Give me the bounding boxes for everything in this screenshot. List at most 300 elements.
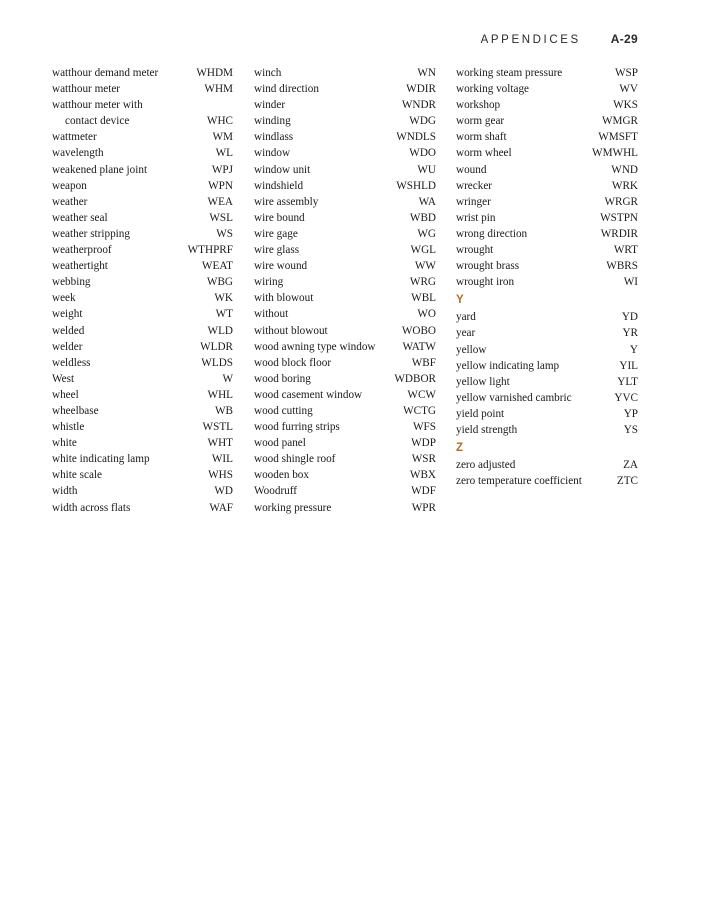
glossary-entry	[254, 323, 436, 339]
entry-term-text: width	[52, 485, 78, 498]
glossary-entry	[52, 467, 233, 483]
entry-abbreviation: WPR	[411, 501, 436, 514]
entry-abbreviation: WND	[611, 163, 638, 176]
entry-term	[52, 65, 158, 81]
entry-term	[456, 422, 517, 438]
entry-term	[52, 242, 112, 258]
entry-term	[254, 483, 297, 499]
glossary-entry	[52, 210, 233, 226]
entry-term-text: wood boring	[254, 372, 311, 385]
glossary-entry	[456, 274, 638, 290]
entry-term-text: winder	[254, 99, 286, 112]
entry-term-text: welded	[52, 324, 85, 337]
glossary-entry	[456, 226, 638, 242]
entry-term	[52, 500, 130, 516]
entry-term-text: zero adjusted	[456, 459, 516, 472]
glossary-entry	[254, 210, 436, 226]
entry-term-text: window	[254, 147, 291, 160]
entry-abbreviation: WRT	[613, 244, 638, 257]
entry-term-text: weather seal	[52, 211, 108, 224]
glossary-entry	[254, 97, 436, 113]
entry-term-text: wrecker	[456, 179, 493, 192]
glossary-entry	[254, 258, 436, 274]
entry-term	[254, 500, 331, 516]
entry-abbreviation: WATW	[402, 340, 436, 353]
entry-term-continuation: contact device	[65, 115, 130, 128]
entry-abbreviation: Y	[629, 343, 638, 356]
glossary-entry	[52, 242, 233, 258]
entry-abbreviation: WV	[619, 83, 638, 96]
entry-term	[52, 226, 130, 242]
glossary-entry	[254, 290, 436, 306]
glossary-entry	[254, 178, 436, 194]
entry-abbreviation: WEAT	[201, 260, 233, 273]
entry-term	[254, 242, 299, 258]
glossary-entry	[52, 403, 233, 419]
entry-term-text: windlass	[254, 131, 294, 144]
entry-abbreviation: WGL	[410, 244, 436, 257]
entry-term-text: wheel	[52, 388, 79, 401]
entry-term	[52, 194, 87, 210]
glossary-entry	[52, 483, 233, 499]
entry-abbreviation: WPJ	[211, 163, 233, 176]
glossary-entry	[254, 274, 436, 290]
entry-term-text: working steam pressure	[456, 67, 563, 79]
entry-term-text: yellow indicating lamp	[456, 359, 560, 372]
entry-abbreviation: WHS	[208, 469, 233, 482]
entry-term-text: wound	[456, 163, 487, 176]
glossary-column-2	[254, 65, 436, 516]
glossary-entry	[254, 113, 436, 129]
entry-abbreviation: WDG	[409, 115, 436, 128]
entry-abbreviation: WRDIR	[600, 227, 638, 240]
glossary-entry	[52, 258, 233, 274]
entry-abbreviation: ZA	[623, 459, 638, 472]
glossary-entry	[456, 65, 638, 81]
entry-abbreviation: WSR	[411, 453, 436, 466]
glossary-entry	[52, 97, 233, 129]
glossary-entry	[456, 194, 638, 210]
entry-term-text: without	[254, 308, 289, 321]
entry-term	[456, 210, 495, 226]
entry-abbreviation: WLD	[207, 324, 233, 337]
entry-term	[254, 129, 293, 145]
entry-term	[456, 473, 582, 489]
glossary-entry	[52, 194, 233, 210]
glossary-entry	[254, 435, 436, 451]
glossary-entry	[52, 162, 233, 178]
entry-term	[254, 323, 328, 339]
entry-abbreviation: WBRS	[606, 260, 638, 273]
entry-term	[52, 258, 108, 274]
glossary-entry	[254, 371, 436, 387]
entry-abbreviation: WSHLD	[396, 179, 436, 192]
entry-term	[52, 355, 91, 371]
entry-term	[52, 403, 99, 419]
entry-abbreviation: WOBO	[401, 324, 436, 337]
entry-term-text: weathertight	[52, 260, 108, 273]
entry-abbreviation: WNDLS	[396, 131, 436, 144]
glossary-entry	[456, 325, 638, 341]
entry-term-text: wood awning type window	[254, 340, 376, 353]
entry-abbreviation: WEA	[207, 195, 233, 208]
entry-term-text: worm shaft	[456, 131, 507, 144]
entry-term	[456, 374, 510, 390]
entry-term-text: with blowout	[254, 292, 314, 305]
entry-term-text: wooden box	[254, 469, 309, 482]
entry-abbreviation: WKS	[613, 99, 638, 112]
glossary-entry	[254, 226, 436, 242]
entry-abbreviation: WG	[417, 227, 436, 240]
entry-abbreviation: WM	[212, 131, 233, 144]
entry-term	[254, 97, 285, 113]
entry-abbreviation: WDO	[409, 147, 436, 160]
glossary-entry	[254, 162, 436, 178]
entry-term	[254, 419, 340, 435]
entry-term-text: whistle	[52, 421, 85, 434]
entry-term-text: webbing	[52, 276, 91, 289]
entry-term	[254, 290, 313, 306]
entry-term	[52, 306, 82, 322]
entry-term	[52, 178, 87, 194]
entry-term-text: white	[52, 437, 77, 450]
entry-term	[456, 457, 515, 473]
entry-abbreviation: WHM	[204, 83, 233, 96]
glossary-entry	[456, 390, 638, 406]
entry-term-text: watthour meter	[52, 83, 121, 96]
entry-term-text: workshop	[456, 99, 501, 112]
glossary-entry	[52, 371, 233, 387]
entry-abbreviation: WDIR	[406, 83, 436, 96]
entry-abbreviation: WPN	[208, 179, 233, 192]
glossary-entry	[254, 467, 436, 483]
glossary-entry	[254, 339, 436, 355]
glossary-entry	[52, 339, 233, 355]
entry-abbreviation: YP	[623, 407, 638, 420]
entry-abbreviation: WBX	[409, 469, 436, 482]
entry-term	[254, 371, 311, 387]
entry-term-text: wavelength	[52, 147, 104, 160]
entry-term	[52, 419, 84, 435]
entry-term-text: wrist pin	[456, 211, 496, 224]
entry-term	[254, 355, 331, 371]
entry-abbreviation: WU	[417, 163, 436, 176]
entry-term	[456, 145, 512, 161]
entry-term-text: wrought	[456, 244, 494, 257]
entry-term-text: without blowout	[254, 324, 328, 337]
entry-term-text: weight	[52, 308, 83, 321]
entry-abbreviation: WNDR	[401, 99, 436, 112]
section-letter-heading: Y	[456, 294, 464, 307]
entry-term	[254, 194, 318, 210]
entry-abbreviation: WDBOR	[394, 372, 436, 385]
entry-term	[52, 323, 84, 339]
entry-abbreviation: WSTPN	[600, 211, 638, 224]
glossary-entry	[52, 323, 233, 339]
glossary-entry	[254, 387, 436, 403]
entry-term-text: welder	[52, 340, 83, 353]
entry-abbreviation: WRG	[409, 276, 436, 289]
entry-abbreviation: YLT	[617, 375, 638, 388]
entry-term-text: West	[52, 372, 75, 385]
glossary-column-3	[456, 65, 638, 489]
entry-abbreviation: W	[222, 372, 233, 385]
entry-term	[52, 371, 74, 387]
glossary-entry	[52, 500, 233, 516]
glossary-entry	[254, 403, 436, 419]
glossary-entry	[254, 242, 436, 258]
entry-abbreviation: WHDM	[196, 67, 233, 79]
glossary-entry	[52, 129, 233, 145]
entry-abbreviation: WLDR	[200, 340, 233, 353]
glossary-entry	[456, 162, 638, 178]
entry-term-text: yellow varnished cambric	[456, 391, 572, 404]
entry-term-text: white indicating lamp	[52, 453, 150, 466]
entry-term	[52, 274, 91, 290]
entry-abbreviation: YR	[622, 327, 638, 340]
entry-term-text: wire assembly	[254, 195, 319, 208]
glossary-entry	[254, 483, 436, 499]
entry-term	[456, 342, 486, 358]
entry-term	[254, 274, 283, 290]
entry-term	[456, 162, 486, 178]
entry-term	[456, 258, 519, 274]
entry-abbreviation: WSP	[614, 67, 638, 79]
entry-term	[254, 145, 290, 161]
entry-term	[456, 358, 559, 374]
entry-abbreviation: WHC	[206, 115, 233, 128]
entry-term-text: wire glass	[254, 244, 300, 257]
entry-term	[52, 483, 77, 499]
entry-abbreviation: WDP	[411, 437, 436, 450]
entry-abbreviation: WRK	[611, 179, 638, 192]
entry-abbreviation: WN	[417, 67, 436, 79]
entry-abbreviation: YIL	[619, 359, 638, 372]
entry-term	[52, 81, 120, 97]
entry-term-text: yield strength	[456, 423, 518, 436]
entry-abbreviation: WCW	[407, 388, 436, 401]
entry-term-text: weather stripping	[52, 227, 130, 240]
entry-term-text: year	[456, 327, 476, 340]
glossary-entry	[52, 274, 233, 290]
entry-term-text: wrought brass	[456, 260, 520, 273]
entry-abbreviation: WL	[215, 147, 233, 160]
entry-term	[254, 258, 307, 274]
entry-abbreviation: YS	[623, 423, 638, 436]
entry-term	[254, 226, 298, 242]
entry-abbreviation: WIL	[211, 453, 233, 466]
entry-abbreviation: WAF	[209, 501, 233, 514]
entry-term-text: worm gear	[456, 115, 505, 128]
entry-abbreviation: WDF	[411, 485, 436, 498]
glossary-entry	[456, 258, 638, 274]
glossary-entry	[52, 178, 233, 194]
entry-term-text: window unit	[254, 163, 311, 176]
glossary-entry	[456, 374, 638, 390]
entry-term	[254, 113, 291, 129]
glossary-entry	[52, 226, 233, 242]
entry-term	[456, 226, 527, 242]
glossary-entry	[254, 194, 436, 210]
entry-term-text: width across flats	[52, 501, 131, 514]
entry-term-text: wood panel	[254, 437, 306, 450]
entry-term-text: windshield	[254, 179, 304, 192]
entry-term	[52, 339, 82, 355]
entry-term-text: Woodruff	[254, 485, 298, 498]
entry-abbreviation: WSTL	[202, 421, 233, 434]
entry-term	[52, 467, 102, 483]
entry-abbreviation: WS	[216, 227, 233, 240]
glossary-entry	[456, 422, 638, 438]
entry-term-text: white scale	[52, 469, 103, 482]
entry-term	[456, 97, 500, 113]
entry-term	[52, 145, 104, 161]
entry-term-text: working pressure	[254, 501, 332, 514]
glossary-entry	[456, 113, 638, 129]
entry-term-text: wood shingle roof	[254, 453, 336, 466]
entry-abbreviation: WHT	[207, 437, 233, 450]
glossary-entry	[52, 65, 233, 81]
glossary-entry	[456, 406, 638, 422]
entry-term	[456, 113, 504, 129]
glossary-entry	[52, 435, 233, 451]
entry-term	[254, 210, 305, 226]
entry-term-text: yellow	[456, 343, 487, 356]
entry-abbreviation: WA	[418, 195, 436, 208]
entry-abbreviation: WK	[214, 292, 233, 305]
entry-abbreviation: WI	[623, 276, 638, 289]
glossary-entry	[52, 355, 233, 371]
entry-term	[456, 194, 491, 210]
glossary-entry	[254, 451, 436, 467]
entry-term	[456, 325, 475, 341]
entry-term	[456, 242, 493, 258]
entry-abbreviation: WO	[417, 308, 436, 321]
glossary-entry	[52, 419, 233, 435]
entry-term-text: yard	[456, 311, 476, 324]
entry-term-text: wood block floor	[254, 356, 332, 369]
entry-term	[254, 467, 309, 483]
entry-term	[254, 387, 362, 403]
glossary-entry	[456, 342, 638, 358]
entry-term-text: wattmeter	[52, 131, 97, 144]
glossary-entry	[254, 129, 436, 145]
entry-term	[456, 406, 504, 422]
entry-term	[254, 81, 319, 97]
entry-abbreviation: WMSFT	[598, 131, 638, 144]
entry-term-text: watthour meter with	[52, 99, 143, 112]
glossary-entry	[456, 309, 638, 325]
entry-abbreviation: WHL	[207, 388, 233, 401]
glossary-entry	[254, 81, 436, 97]
glossary-entry	[456, 473, 638, 489]
entry-term	[52, 210, 108, 226]
entry-term-text: wrought iron	[456, 276, 515, 289]
entry-term-text: worm wheel	[456, 147, 512, 160]
entry-term	[254, 178, 303, 194]
entry-term-text: wiring	[254, 276, 284, 289]
entry-term-text: weatherproof	[52, 244, 112, 257]
glossary-entry	[254, 145, 436, 161]
section-letter-heading: Z	[456, 442, 464, 455]
entry-term-text: wire gage	[254, 227, 298, 240]
entry-abbreviation: WFS	[412, 421, 436, 434]
entry-term-text: wood casement window	[254, 388, 363, 401]
glossary-entry	[456, 178, 638, 194]
entry-term	[456, 65, 562, 81]
entry-abbreviation: WD	[214, 485, 233, 498]
glossary-entry	[456, 129, 638, 145]
glossary-entry	[456, 358, 638, 374]
entry-term	[254, 403, 313, 419]
entry-term-text: wood furring strips	[254, 421, 340, 434]
entry-term-text: yield point	[456, 407, 505, 420]
entry-term-text: wheelbase	[52, 404, 99, 417]
glossary-entry	[456, 242, 638, 258]
glossary-entry	[254, 306, 436, 322]
glossary-entry	[254, 355, 436, 371]
glossary-entry	[52, 387, 233, 403]
entry-term	[52, 387, 79, 403]
entry-term	[52, 290, 76, 306]
entry-term-text: weakened plane joint	[52, 163, 148, 176]
entry-term	[456, 129, 507, 145]
entry-term	[254, 162, 310, 178]
entry-term	[52, 129, 97, 145]
entry-term-text: zero temperature coefficient	[456, 475, 582, 488]
entry-abbreviation: ZTC	[616, 475, 638, 488]
glossary-column-1	[52, 65, 233, 516]
entry-term	[52, 435, 77, 451]
entry-term	[456, 81, 529, 97]
glossary-entry	[52, 451, 233, 467]
entry-term-text: wrong direction	[456, 227, 528, 240]
entry-abbreviation: WSL	[209, 211, 233, 224]
entry-term	[456, 274, 514, 290]
entry-term-text: winding	[254, 115, 291, 128]
entry-term-text: yellow light	[456, 375, 510, 388]
entry-abbreviation: WBD	[409, 211, 436, 224]
entry-term	[456, 178, 492, 194]
entry-abbreviation: WT	[215, 308, 233, 321]
entry-term	[254, 435, 306, 451]
entry-term-text: weather	[52, 195, 88, 208]
entry-abbreviation: WBL	[411, 292, 436, 305]
entry-term	[456, 390, 572, 406]
glossary-entry	[456, 145, 638, 161]
entry-abbreviation: YVC	[614, 391, 638, 404]
running-head: APPENDICES	[480, 34, 581, 46]
glossary-entry	[254, 500, 436, 516]
glossary-entry	[456, 81, 638, 97]
entry-abbreviation: WLDS	[201, 356, 233, 369]
entry-term-text: winch	[254, 67, 282, 79]
entry-term-text: wire bound	[254, 211, 305, 224]
entry-term-text: wringer	[456, 195, 491, 208]
entry-term	[52, 97, 192, 129]
entry-abbreviation: WMGR	[601, 115, 638, 128]
entry-abbreviation: WMWHL	[592, 147, 638, 160]
entry-term-text: working voltage	[456, 83, 530, 96]
glossary-entry	[52, 290, 233, 306]
entry-abbreviation: WBG	[206, 276, 233, 289]
entry-abbreviation: WB	[214, 404, 233, 417]
entry-abbreviation: WW	[414, 260, 436, 273]
entry-term-text: week	[52, 292, 76, 305]
entry-abbreviation: WBF	[411, 356, 436, 369]
entry-term-text: wire wound	[254, 260, 308, 273]
entry-term	[456, 309, 476, 325]
